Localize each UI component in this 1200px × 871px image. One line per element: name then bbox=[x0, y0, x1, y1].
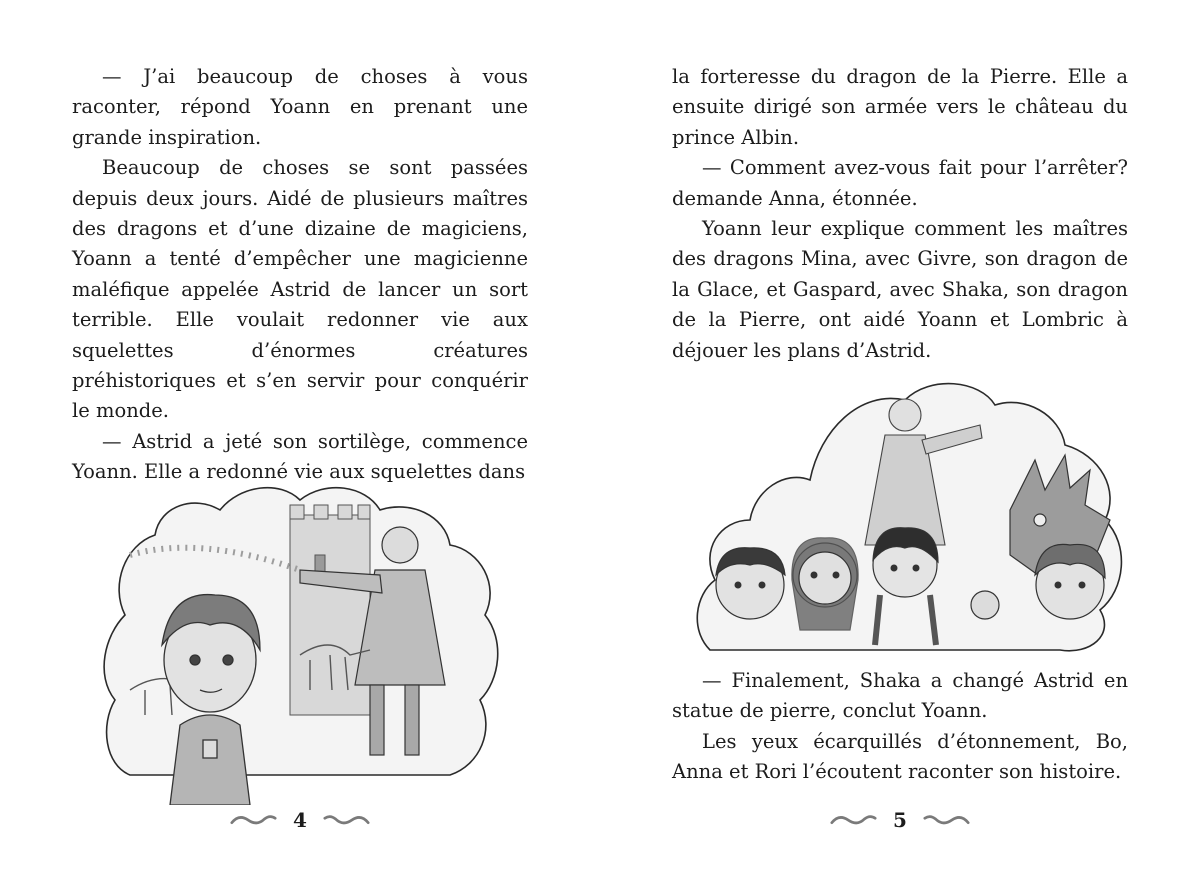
paragraph: — J’ai beaucoup de choses à vous raconter, répond Yoann en prenant une grande inspiration. bbox=[72, 65, 528, 149]
right-text-block-bottom bbox=[672, 666, 1128, 788]
page-number: 4 bbox=[293, 808, 307, 832]
right-text-block-top bbox=[672, 62, 1128, 366]
paragraph: Les yeux écarquillés d’étonnement, Bo, Anna et Rori l’écoutent raconter son histoire. bbox=[672, 729, 1128, 784]
page-number-ornament bbox=[230, 800, 370, 840]
paragraph: — Comment avez-vous fait pour l’arrêter? demande Anna, étonnée. bbox=[672, 156, 1128, 210]
left-text-block bbox=[72, 62, 528, 488]
illustration-children-and-dragon bbox=[690, 370, 1130, 660]
swash-ornament-icon bbox=[323, 811, 370, 829]
paragraph: — Finalement, Shaka a changé Astrid en statue de pierre, conclut Yoann. bbox=[672, 669, 1128, 723]
page-number-ornament bbox=[830, 800, 970, 840]
paragraph: — Astrid a jeté son sortilège, commence Yoann. Elle a redonné vie aux squelettes dans bbox=[72, 429, 528, 484]
right-page bbox=[600, 0, 1200, 871]
paragraph: Beaucoup de choses se sont passées depuis deux jours. Aidé de plusieurs maîtres des dragons et d’une dizaine de magiciens, Yoann a tenté d’empêcher une magicienne maléfique appelée Astrid de lancer un sort terrible. Elle voulait redonner vie aux squelettes d’énormes créatures préhistoriques et s’en servir pour conquérir le monde. bbox=[72, 156, 528, 423]
swash-ornament-icon bbox=[923, 811, 970, 829]
illustration-boy-and-sorceress bbox=[100, 475, 510, 805]
swash-ornament-icon bbox=[830, 811, 877, 829]
paragraph: la forteresse du dragon de la Pierre. Elle a ensuite dirigé son armée vers le château du prince Albin. bbox=[672, 65, 1128, 149]
paragraph: Yoann leur explique comment les maîtres des dragons Mina, avec Givre, son dragon de la Glace, et Gaspard, avec Shaka, son dragon de la Pierre, ont aidé Yoann et Lombric à déjouer les plans d’Astrid. bbox=[672, 217, 1128, 362]
page-number: 5 bbox=[893, 808, 907, 832]
swash-ornament-icon bbox=[230, 811, 277, 829]
